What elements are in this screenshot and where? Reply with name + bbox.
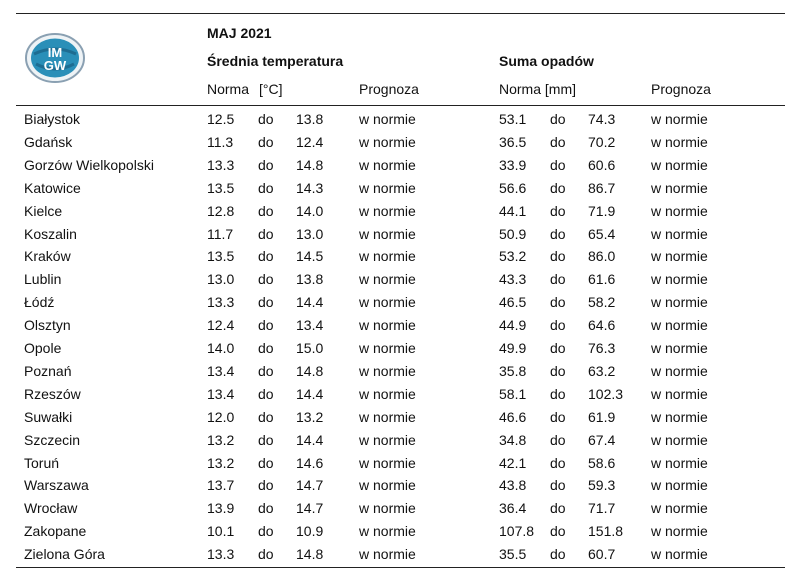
precip-norm-min: 34.8 (499, 431, 527, 448)
precip-norm-separator: do (550, 271, 566, 288)
precip-norm-min: 50.9 (499, 225, 527, 242)
temp-norm-max: 13.8 (296, 111, 324, 127)
temp-norm-min: 12.8 (207, 202, 235, 219)
precip-forecast-label: Prognoza (651, 81, 711, 97)
precip-forecast: w normie (651, 133, 708, 150)
precip-norm-min: 36.5 (499, 133, 527, 150)
temp-norm-max: 14.4 (296, 385, 324, 402)
temp-norm-min: 12.4 (207, 317, 235, 334)
precip-norm-separator: do (550, 408, 566, 425)
temp-norm-min: 13.4 (207, 385, 235, 402)
temp-norm-min: 11.3 (207, 133, 234, 150)
city-name: Zielona Góra (24, 546, 105, 563)
precip-norm-separator: do (550, 385, 566, 402)
city-name: Opole (24, 340, 62, 356)
precip-norm-separator: do (550, 340, 566, 356)
temp-norm-max: 14.3 (296, 179, 324, 196)
city-name: Koszalin (24, 225, 77, 242)
precip-norm-separator: do (550, 156, 566, 173)
precip-norm-separator: do (550, 294, 566, 311)
temp-norm-max: 14.7 (296, 477, 324, 494)
temp-norm-max: 14.4 (296, 431, 324, 448)
precip-forecast: w normie (651, 317, 708, 334)
precip-norm-max: 71.7 (588, 500, 616, 517)
precip-norm-min: 43.8 (499, 477, 527, 494)
table-row (0, 546, 800, 569)
precip-norm-min: 36.4 (499, 500, 527, 517)
temp-norm-max: 14.6 (296, 454, 324, 471)
precip-forecast: w normie (651, 202, 708, 219)
precip-norm-min: 44.9 (499, 317, 527, 334)
temp-norm-min: 13.2 (207, 431, 235, 448)
precip-forecast: w normie (651, 248, 708, 265)
precip-norm-max: 70.2 (588, 133, 616, 150)
temp-forecast: w normie (359, 202, 416, 219)
temp-norm-max: 14.7 (296, 500, 324, 517)
table-row (0, 248, 800, 271)
precip-forecast: w normie (651, 156, 708, 173)
table-row (0, 340, 800, 363)
top-rule (16, 13, 785, 14)
table-row (0, 500, 800, 523)
temp-norm-max: 13.0 (296, 225, 324, 242)
table-row (0, 180, 800, 203)
precip-forecast: w normie (651, 546, 708, 563)
temp-forecast: w normie (359, 111, 416, 127)
precip-norm-separator: do (550, 202, 566, 219)
temp-forecast: w normie (359, 500, 416, 517)
precip-forecast: w normie (651, 111, 708, 127)
table-row (0, 455, 800, 478)
table-row (0, 157, 800, 180)
precip-norm-separator: do (550, 248, 566, 265)
temp-forecast: w normie (359, 454, 416, 471)
temp-norm-separator: do (258, 340, 274, 356)
temp-forecast: w normie (359, 362, 416, 379)
precip-norm-max: 63.2 (588, 362, 616, 379)
precip-norm-min: 46.5 (499, 294, 527, 311)
precip-norm-max: 86.7 (588, 179, 616, 196)
temp-forecast: w normie (359, 248, 416, 265)
precip-norm-min: 46.6 (499, 408, 527, 425)
precip-norm-min: 44.1 (499, 202, 527, 219)
precip-norm-max: 59.3 (588, 477, 616, 494)
precip-norm-max: 65.4 (588, 225, 616, 242)
temp-norm-max: 10.9 (296, 523, 324, 540)
precip-forecast: w normie (651, 500, 708, 517)
precip-norm-max: 86.0 (588, 248, 616, 265)
temp-norm-separator: do (258, 408, 274, 425)
precip-forecast: w normie (651, 477, 708, 494)
temp-norm-max: 12.4 (296, 133, 324, 150)
temp-norm-separator: do (258, 477, 274, 494)
temp-norm-min: 13.2 (207, 454, 235, 471)
table-row (0, 226, 800, 249)
city-name: Szczecin (24, 431, 81, 448)
table-row (0, 294, 800, 317)
temp-norm-min: 14.0 (207, 340, 235, 356)
precip-forecast: w normie (651, 431, 708, 448)
temp-norm-min: 13.5 (207, 248, 235, 265)
precip-norm-min: 35.5 (499, 546, 527, 563)
precip-forecast: w normie (651, 340, 708, 356)
temp-norm-max: 15.0 (296, 340, 324, 356)
temp-norm-min: 11.7 (207, 225, 234, 242)
temp-norm-max: 13.8 (296, 271, 324, 288)
precip-norm-separator: do (550, 477, 566, 494)
temp-unit-label: [°C] (259, 81, 283, 97)
precip-norm-separator: do (550, 362, 566, 379)
city-name: Katowice (24, 179, 81, 196)
city-name: Gdańsk (24, 133, 73, 150)
temp-forecast: w normie (359, 271, 416, 288)
temp-norm-separator: do (258, 546, 274, 563)
temp-forecast: w normie (359, 156, 416, 173)
table-row (0, 203, 800, 226)
imgw-logo (24, 32, 86, 84)
precip-forecast: w normie (651, 523, 708, 540)
precip-norm-max: 76.3 (588, 340, 616, 356)
temp-forecast: w normie (359, 431, 416, 448)
city-name: Kielce (24, 202, 63, 219)
temp-norm-min: 12.0 (207, 408, 235, 425)
temp-norm-min: 13.0 (207, 271, 235, 288)
temp-norm-separator: do (258, 317, 274, 334)
precip-norm-max: 67.4 (588, 431, 616, 448)
temp-norm-separator: do (258, 225, 274, 242)
precip-forecast: w normie (651, 271, 708, 288)
temp-norm-separator: do (258, 385, 274, 402)
precip-norm-max: 102.3 (588, 385, 624, 402)
precip-norm-min: 42.1 (499, 454, 527, 471)
city-name: Wrocław (24, 500, 78, 517)
precip-forecast: w normie (651, 408, 708, 425)
precip-norm-min: 43.3 (499, 271, 527, 288)
table-row (0, 523, 800, 546)
precip-norm-min: 107.8 (499, 523, 535, 540)
temp-norm-separator: do (258, 179, 274, 196)
temp-norm-separator: do (258, 362, 274, 379)
temp-norm-max: 14.8 (296, 362, 324, 379)
temp-norm-min: 13.3 (207, 294, 235, 311)
temp-norm-min: 13.9 (207, 500, 235, 517)
table-row (0, 317, 800, 340)
temp-forecast: w normie (359, 340, 416, 356)
precip-norm-max: 71.9 (588, 202, 616, 219)
temp-forecast: w normie (359, 523, 416, 540)
temp-forecast: w normie (359, 294, 416, 311)
table-row (0, 386, 800, 409)
temp-norm-min: 13.4 (207, 362, 235, 379)
city-name: Zakopane (24, 523, 87, 540)
precip-norm-max: 61.6 (588, 271, 616, 288)
temp-norm-max: 14.4 (296, 294, 324, 311)
city-name: Olsztyn (24, 317, 71, 334)
precip-norm-label: Norma [mm] (499, 81, 576, 97)
logo-text-top: IM (47, 45, 63, 60)
precip-norm-min: 56.6 (499, 179, 527, 196)
precip-norm-max: 74.3 (588, 111, 616, 127)
precip-forecast: w normie (651, 385, 708, 402)
table-row (0, 409, 800, 432)
temp-norm-separator: do (258, 500, 274, 517)
temp-forecast: w normie (359, 133, 416, 150)
city-name: Lublin (24, 271, 62, 288)
precip-norm-separator: do (550, 546, 566, 563)
precip-norm-min: 53.2 (499, 248, 527, 265)
precip-forecast: w normie (651, 225, 708, 242)
city-name: Łódź (24, 294, 55, 311)
temp-norm-min: 13.3 (207, 546, 235, 563)
temp-forecast-label: Prognoza (359, 81, 419, 97)
precip-norm-min: 53.1 (499, 111, 527, 127)
precip-norm-max: 60.7 (588, 546, 616, 563)
precip-norm-separator: do (550, 454, 566, 471)
temp-norm-separator: do (258, 111, 274, 127)
temp-section-title: Średnia temperatura (207, 53, 344, 69)
temp-norm-max: 14.5 (296, 248, 324, 265)
temp-norm-max: 14.8 (296, 156, 324, 173)
city-name: Poznań (24, 362, 72, 379)
precip-norm-max: 61.9 (588, 408, 616, 425)
temp-norm-separator: do (258, 248, 274, 265)
temp-norm-max: 13.2 (296, 408, 324, 425)
temp-norm-min: 13.3 (207, 156, 235, 173)
city-name: Gorzów Wielkopolski (24, 156, 154, 173)
city-name: Suwałki (24, 408, 73, 425)
precip-forecast: w normie (651, 179, 708, 196)
temp-norm-min: 13.7 (207, 477, 235, 494)
precip-norm-separator: do (550, 500, 566, 517)
table-row (0, 134, 800, 157)
temp-norm-separator: do (258, 156, 274, 173)
city-name: Białystok (24, 111, 81, 127)
precip-norm-separator: do (550, 523, 566, 540)
table-row (0, 477, 800, 500)
temp-norm-max: 14.0 (296, 202, 324, 219)
precip-norm-separator: do (550, 179, 566, 196)
header-rule (16, 105, 785, 106)
temp-norm-separator: do (258, 523, 274, 540)
temp-norm-label: Norma (207, 81, 250, 97)
precip-norm-separator: do (550, 317, 566, 334)
precip-norm-min: 33.9 (499, 156, 527, 173)
precip-norm-min: 58.1 (499, 385, 527, 402)
temp-norm-separator: do (258, 133, 274, 150)
temp-norm-min: 10.1 (207, 523, 235, 540)
table-row (0, 432, 800, 455)
city-name: Rzeszów (24, 385, 81, 402)
precip-forecast: w normie (651, 362, 708, 379)
city-name: Kraków (24, 248, 71, 265)
city-name: Toruń (24, 454, 60, 471)
precip-norm-min: 49.9 (499, 340, 527, 356)
temp-forecast: w normie (359, 317, 416, 334)
precip-norm-separator: do (550, 133, 566, 150)
temp-forecast: w normie (359, 408, 416, 425)
temp-norm-separator: do (258, 202, 274, 219)
temp-forecast: w normie (359, 546, 416, 563)
temp-norm-min: 12.5 (207, 111, 235, 127)
temp-norm-separator: do (258, 294, 274, 311)
precip-norm-max: 60.6 (588, 156, 616, 173)
temp-norm-min: 13.5 (207, 179, 235, 196)
precip-norm-min: 35.8 (499, 362, 527, 379)
temp-norm-separator: do (258, 431, 274, 448)
table-row (0, 271, 800, 294)
temp-forecast: w normie (359, 385, 416, 402)
precip-norm-max: 151.8 (588, 523, 624, 540)
temp-forecast: w normie (359, 225, 416, 242)
logo-text-bottom: GW (43, 58, 67, 73)
precip-forecast: w normie (651, 454, 708, 471)
temp-forecast: w normie (359, 477, 416, 494)
precip-norm-separator: do (550, 431, 566, 448)
table-row (0, 363, 800, 386)
precip-norm-max: 58.6 (588, 454, 616, 471)
temp-norm-separator: do (258, 271, 274, 288)
temp-norm-max: 13.4 (296, 317, 324, 334)
precip-norm-separator: do (550, 225, 566, 242)
precip-forecast: w normie (651, 294, 708, 311)
table-row (0, 111, 800, 134)
precip-norm-max: 64.6 (588, 317, 616, 334)
temp-norm-max: 14.8 (296, 546, 324, 563)
precip-norm-max: 58.2 (588, 294, 616, 311)
city-name: Warszawa (24, 477, 89, 494)
precip-norm-separator: do (550, 111, 566, 127)
temp-forecast: w normie (359, 179, 416, 196)
month-title: MAJ 2021 (207, 25, 272, 41)
temp-norm-separator: do (258, 454, 274, 471)
precip-section-title: Suma opadów (499, 53, 594, 69)
